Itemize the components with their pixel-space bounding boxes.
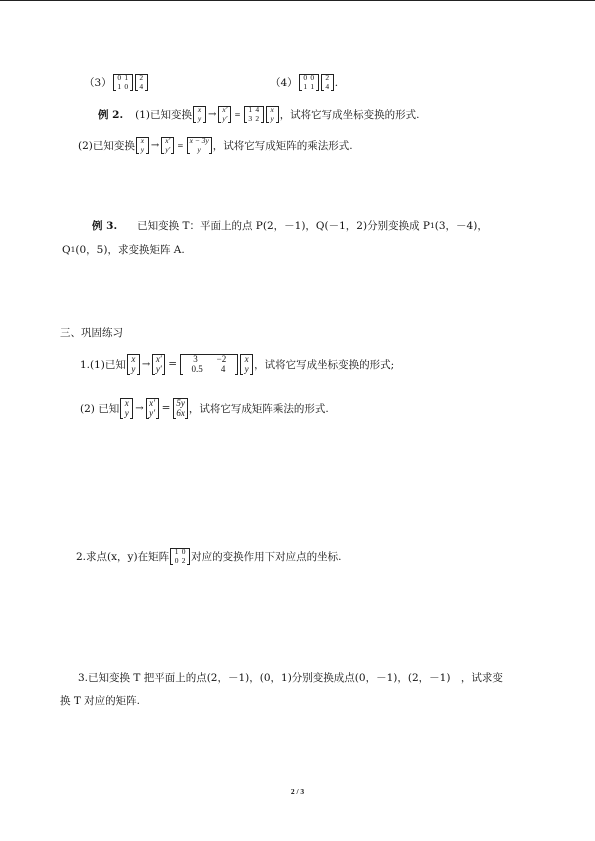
matrix-row xyxy=(155,354,162,364)
example-2-p2-pre: (2)已知变换 xyxy=(78,140,135,153)
page-number: 2 / 3 xyxy=(290,787,305,796)
example-3-line-2-head: Q xyxy=(62,243,71,256)
matrix-entry: 2 xyxy=(325,73,330,82)
question-2 xyxy=(76,548,341,565)
vector xyxy=(266,106,279,123)
matrix-entry: y xyxy=(124,408,129,419)
matrix-row xyxy=(149,398,156,408)
matrix-row xyxy=(302,83,316,92)
vector xyxy=(187,137,212,154)
matrix-entry: x′ xyxy=(165,136,171,145)
matrix-entry: y′ xyxy=(155,364,162,375)
question-2-post: 对应的变换作用下对应点的坐标. xyxy=(191,551,342,564)
question-3-line-1: 3.已知变换 T 把平面上的点(2，－1)，(0，1)分别变换成点(0，－1)，(2，－1) ，试求变 xyxy=(78,672,503,684)
matrix-entry: x xyxy=(124,398,129,408)
matrix-row xyxy=(221,115,228,124)
matrix-entry: −2 xyxy=(216,354,227,364)
matrix-entry: x xyxy=(270,105,274,114)
matrix-entry: 1 xyxy=(303,81,308,91)
matrix-row xyxy=(155,364,162,374)
matrix-entry: x′ xyxy=(155,354,162,364)
matrix-entry: y′ xyxy=(165,144,171,154)
matrix-entry: 1 xyxy=(174,547,179,556)
matrix-entry: x′ xyxy=(149,398,156,408)
question-2-pre: 2.求点(x，y)在矩阵 xyxy=(76,551,170,564)
matrix xyxy=(299,74,319,91)
arrow-icon: → xyxy=(150,140,160,152)
vector xyxy=(240,354,253,375)
matrix-entry: 2 xyxy=(181,555,186,565)
question-1-post: ，试将它写成坐标变换的形式; xyxy=(254,358,395,371)
matrix-entry: y xyxy=(197,113,202,123)
example-2-part-2 xyxy=(78,137,353,154)
equals-sign: = xyxy=(177,141,184,151)
example-3-text: 已知变换 T：平面上的点 P(2，－1)，Q(－1，2)分别变换成 P xyxy=(137,220,430,232)
matrix-entry: 6x xyxy=(176,408,185,419)
question-1-pre: 1.(1)已知 xyxy=(80,358,126,371)
arrow-icon: → xyxy=(135,402,144,414)
question-3-line-2: 换 T 对应的矩阵. xyxy=(60,695,141,707)
example-3-line-1 xyxy=(92,218,488,233)
matrix-row xyxy=(149,408,156,418)
matrix-row xyxy=(123,398,130,408)
matrix-entry: 4 xyxy=(255,105,260,114)
question-1-part-1 xyxy=(80,354,394,375)
matrix-entry: 2 xyxy=(139,73,144,82)
item-3-label: （3） xyxy=(84,77,112,90)
matrix xyxy=(321,74,334,91)
matrix-entry: 5y xyxy=(176,398,185,408)
matrix-row xyxy=(190,146,209,155)
example-3-line-2 xyxy=(62,242,185,257)
matrix-entry: 4 xyxy=(325,81,330,91)
vector xyxy=(193,106,206,123)
example-3-line-2-tail: (0，5)，求变换矩阵 A. xyxy=(75,244,185,256)
matrix-row xyxy=(138,83,145,92)
matrix-entry: 1 xyxy=(117,81,122,91)
item-4-end: . xyxy=(334,76,339,89)
subscript: 1 xyxy=(70,245,76,254)
matrix-entry: 0 xyxy=(181,547,186,556)
vector xyxy=(136,137,149,154)
question-1-part-2 xyxy=(80,398,329,419)
top-rule xyxy=(0,0,595,1)
subscript: 1 xyxy=(430,221,435,230)
vector xyxy=(120,398,133,419)
matrix-entry: 1 xyxy=(124,73,129,82)
matrix-entry: 4 xyxy=(220,364,226,375)
matrix-row xyxy=(176,398,185,408)
vector xyxy=(173,398,188,419)
matrix-entry: 0 xyxy=(124,81,129,91)
vector xyxy=(218,106,231,123)
matrix-entry: y′ xyxy=(149,408,156,419)
matrix xyxy=(180,354,238,375)
matrix-entry: 0 xyxy=(303,73,308,82)
question-1-p2-pre: (2) 已知 xyxy=(80,402,120,415)
example-2-p1-post: ，试将它写成坐标变换的形式. xyxy=(279,109,420,122)
vector xyxy=(146,398,159,419)
matrix-entry: x xyxy=(244,354,249,364)
arrow-icon: → xyxy=(208,109,217,121)
matrix-row xyxy=(269,115,276,124)
matrix-entry: 1 xyxy=(248,105,253,114)
vector xyxy=(127,354,140,375)
matrix-entry: x xyxy=(131,354,136,364)
question-1-p2-post: ，试将它写成矩阵乘法的形式. xyxy=(188,402,329,415)
matrix-row xyxy=(164,146,171,155)
section-title: 三、巩固练习 xyxy=(60,327,123,339)
vector xyxy=(161,137,174,154)
arrow-icon: → xyxy=(141,358,151,370)
matrix-row xyxy=(183,364,235,374)
matrix-row xyxy=(130,354,137,364)
matrix-row xyxy=(196,115,203,124)
matrix-entry: 1 xyxy=(310,81,315,91)
item-4-label: （4） xyxy=(270,77,298,90)
equals-sign: = xyxy=(161,402,171,415)
matrix-entry: 3 xyxy=(248,113,253,123)
matrix-row xyxy=(130,364,137,374)
matrix-entry: 2 xyxy=(255,113,260,123)
matrix-entry: 4 xyxy=(139,81,144,91)
matrix xyxy=(135,74,148,91)
matrix-entry: 3 xyxy=(193,354,198,364)
matrix-entry: y xyxy=(270,113,274,123)
matrix-entry: x − 3y xyxy=(189,136,209,145)
matrix-row xyxy=(116,83,130,92)
matrix-row xyxy=(123,408,130,418)
matrix-entry: y xyxy=(131,364,136,375)
matrix-entry: 0 xyxy=(117,73,122,82)
item-3 xyxy=(84,74,149,91)
matrix xyxy=(170,548,190,565)
matrix-entry: 0.5 xyxy=(191,364,203,375)
equals-sign: = xyxy=(168,358,178,371)
matrix-entry: y xyxy=(197,144,201,154)
equals-sign: = xyxy=(234,110,241,120)
matrix-entry: x′ xyxy=(222,105,228,114)
matrix-row xyxy=(243,354,250,364)
matrix-row xyxy=(324,83,331,92)
matrix-row xyxy=(247,115,261,124)
vector xyxy=(152,354,165,375)
example-2-part-1 xyxy=(98,106,420,123)
matrix-row xyxy=(243,364,250,374)
matrix xyxy=(113,74,133,91)
matrix-entry: 0 xyxy=(174,555,179,565)
item-4 xyxy=(270,74,338,91)
matrix-entry: y′ xyxy=(222,113,228,123)
matrix-entry: x xyxy=(140,136,145,145)
example-2-p1-pre: (1)已知变换 xyxy=(135,109,192,122)
matrix-entry: y xyxy=(244,364,249,375)
matrix xyxy=(244,106,264,123)
example-2-p2-post: ，试将它写成矩阵的乘法形式. xyxy=(212,140,353,153)
matrix-entry: x xyxy=(197,105,202,114)
matrix-row xyxy=(176,408,185,418)
example-2-label: 例 2. xyxy=(98,109,124,122)
example-3-label: 例 3. xyxy=(92,220,118,232)
matrix-entry: y xyxy=(140,144,145,154)
matrix-row xyxy=(139,146,146,155)
matrix-row xyxy=(173,557,187,566)
matrix-row xyxy=(183,354,235,364)
example-3-text-tail: (3，－4)， xyxy=(434,220,488,232)
matrix-entry: 0 xyxy=(310,73,315,82)
